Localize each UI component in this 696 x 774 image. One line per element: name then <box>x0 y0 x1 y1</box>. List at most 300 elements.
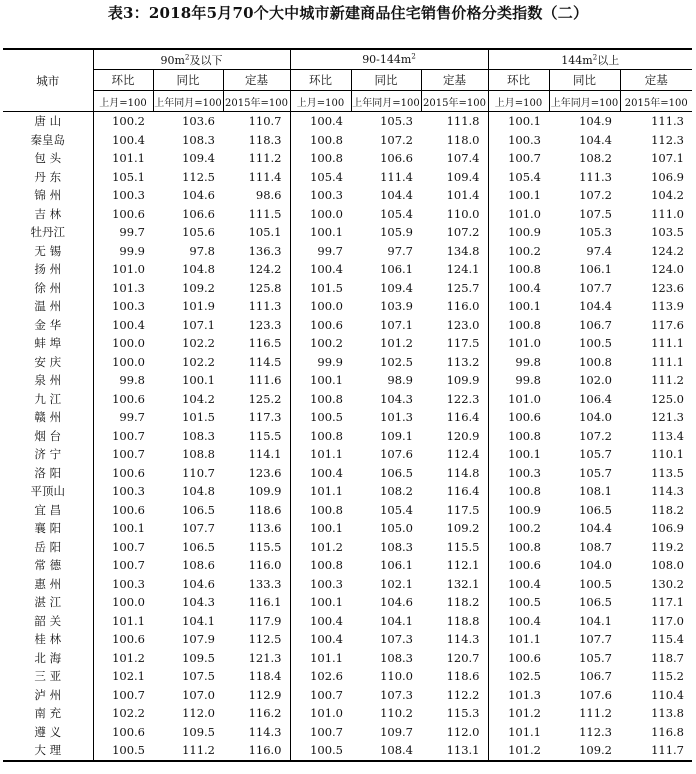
index-cell-base: 122.3 <box>446 391 480 406</box>
index-cell-yoy: 102.0 <box>579 373 612 388</box>
index-cell-yoy: 106.7 <box>579 669 612 684</box>
base-header: 上年同月=100 <box>153 91 223 112</box>
index-cell-mom: 100.3 <box>93 482 153 501</box>
index-cell-yoy: 111.2 <box>579 706 612 721</box>
index-cell-mom: 102.5 <box>488 667 549 686</box>
index-cell-mom: 100.6 <box>488 556 549 575</box>
index-cell-mom: 102.6 <box>290 667 351 686</box>
index-cell-mom: 100.4 <box>290 630 351 649</box>
index-cell-base: 110.7 <box>248 114 282 129</box>
table-row <box>3 519 692 538</box>
base-header: 2015年=100 <box>620 91 692 112</box>
table-row <box>3 556 692 575</box>
index-cell-yoy: 105.4 <box>380 206 413 221</box>
index-cell-mom: 100.2 <box>488 242 549 261</box>
index-cell-base: 111.3 <box>248 299 282 314</box>
index-cell-mom: 105.1 <box>93 168 153 187</box>
index-cell-mom: 100.1 <box>290 519 351 538</box>
index-cell-mom: 100.7 <box>93 445 153 464</box>
index-cell-base: 119.2 <box>651 539 684 554</box>
index-cell-mom: 99.7 <box>290 242 351 261</box>
index-cell-base: 123.6 <box>651 280 684 295</box>
table-row <box>3 186 692 205</box>
index-cell-mom: 100.0 <box>93 353 153 372</box>
index-cell-yoy: 104.8 <box>182 262 215 277</box>
base-header: 2015年=100 <box>421 91 488 112</box>
index-cell-yoy: 107.6 <box>579 687 612 702</box>
index-cell-base: 132.1 <box>446 576 480 591</box>
table-row <box>3 723 692 742</box>
index-cell-base: 118.4 <box>248 669 282 684</box>
index-cell-base: 117.0 <box>651 613 684 628</box>
index-cell-base: 123.3 <box>248 317 282 332</box>
index-cell-base: 117.9 <box>248 613 282 628</box>
index-cell-base: 118.7 <box>651 650 684 665</box>
index-cell-yoy: 107.6 <box>380 447 413 462</box>
city-column-header: 城市 <box>3 49 93 112</box>
city-name-cell: 南 充 <box>34 706 62 721</box>
index-cell-mom: 99.9 <box>290 353 351 372</box>
table-row <box>3 575 692 594</box>
index-cell-yoy: 107.5 <box>579 206 612 221</box>
index-cell-mom: 100.2 <box>290 334 351 353</box>
index-cell-yoy: 107.3 <box>380 632 413 647</box>
index-cell-base: 116.4 <box>446 484 480 499</box>
metric-header: 定基 <box>421 70 488 91</box>
index-cell-base: 125.7 <box>446 280 480 295</box>
index-cell-base: 109.2 <box>446 521 480 536</box>
index-cell-base: 113.6 <box>248 521 282 536</box>
table-body <box>3 112 692 761</box>
index-cell-yoy: 108.6 <box>182 558 215 573</box>
index-cell-mom: 100.3 <box>488 131 549 150</box>
index-cell-mom: 100.6 <box>93 390 153 409</box>
index-cell-mom: 100.1 <box>488 186 549 205</box>
index-cell-mom: 100.6 <box>93 501 153 520</box>
index-cell-yoy: 108.3 <box>182 132 215 147</box>
group-header-under-90: $90m^2$及以下 <box>93 49 290 70</box>
index-cell-mom: 100.6 <box>488 408 549 427</box>
metric-header: 环比 <box>488 70 549 91</box>
index-cell-mom: 101.1 <box>290 649 351 668</box>
index-cell-base: 123.0 <box>446 317 480 332</box>
index-cell-mom: 101.1 <box>488 723 549 742</box>
table-row <box>3 112 692 131</box>
index-cell-base: 107.2 <box>446 225 480 240</box>
index-cell-mom: 100.8 <box>488 427 549 446</box>
index-cell-yoy: 106.1 <box>380 262 413 277</box>
city-name-cell: 安 庆 <box>34 354 62 369</box>
index-cell-base: 114.3 <box>248 724 282 739</box>
index-cell-mom: 100.3 <box>290 575 351 594</box>
index-cell-mom: 101.2 <box>93 649 153 668</box>
index-cell-yoy: 109.5 <box>182 650 215 665</box>
index-cell-yoy: 104.4 <box>579 299 612 314</box>
index-cell-yoy: 107.7 <box>579 632 612 647</box>
index-cell-base: 116.0 <box>446 299 480 314</box>
city-name-cell: 遵 义 <box>34 724 62 739</box>
city-name-cell: 秦皇岛 <box>30 132 65 147</box>
index-cell-mom: 100.1 <box>488 112 549 131</box>
index-cell-mom: 100.0 <box>93 334 153 353</box>
index-cell-yoy: 108.2 <box>579 151 612 166</box>
index-cell-yoy: 97.4 <box>586 243 612 258</box>
table-row <box>3 316 692 335</box>
metric-header: 环比 <box>290 70 351 91</box>
index-cell-yoy: 108.3 <box>182 428 215 443</box>
index-cell-mom: 101.0 <box>488 334 549 353</box>
table-row <box>3 353 692 372</box>
index-cell-base: 124.2 <box>248 262 282 277</box>
index-cell-yoy: 107.7 <box>182 521 215 536</box>
city-name-cell: 襄 阳 <box>34 521 62 536</box>
index-cell-base: 110.4 <box>651 687 684 702</box>
table-row <box>3 149 692 168</box>
table-row <box>3 686 692 705</box>
index-cell-yoy: 111.2 <box>182 743 215 758</box>
index-cell-base: 136.3 <box>248 243 282 258</box>
base-header: 2015年=100 <box>223 91 290 112</box>
index-cell-yoy: 104.0 <box>579 558 612 573</box>
index-cell-yoy: 107.2 <box>579 188 612 203</box>
index-cell-base: 116.2 <box>248 706 282 721</box>
metric-header: 定基 <box>620 70 692 91</box>
index-cell-base: 111.0 <box>651 206 684 221</box>
index-cell-base: 111.2 <box>651 373 684 388</box>
city-name-cell: 宜 昌 <box>34 502 62 517</box>
index-cell-mom: 101.2 <box>290 538 351 557</box>
index-cell-base: 116.5 <box>248 336 282 351</box>
index-cell-mom: 100.2 <box>488 519 549 538</box>
city-name-cell: 大 理 <box>34 743 62 758</box>
city-name-cell: 赣 州 <box>34 410 62 425</box>
index-cell-mom: 100.7 <box>93 427 153 446</box>
index-cell-mom: 100.3 <box>290 186 351 205</box>
index-cell-yoy: 104.4 <box>380 188 413 203</box>
index-cell-base: 112.5 <box>248 632 282 647</box>
index-cell-yoy: 104.6 <box>182 188 215 203</box>
index-cell-base: 116.0 <box>248 743 282 758</box>
index-cell-yoy: 106.1 <box>579 262 612 277</box>
city-name-cell: 牡丹江 <box>30 225 65 240</box>
index-cell-yoy: 111.4 <box>380 169 413 184</box>
index-cell-base: 117.5 <box>446 502 480 517</box>
index-cell-mom: 100.8 <box>488 260 549 279</box>
index-cell-yoy: 107.3 <box>380 687 413 702</box>
index-cell-base: 113.1 <box>446 743 480 758</box>
index-cell-mom: 100.0 <box>290 205 351 224</box>
index-cell-mom: 100.5 <box>488 593 549 612</box>
group-header-over-144: $144m^2$以上 <box>488 49 692 70</box>
index-cell-yoy: 104.6 <box>182 576 215 591</box>
index-cell-mom: 105.4 <box>488 168 549 187</box>
index-cell-mom: 100.8 <box>290 131 351 150</box>
index-cell-base: 118.2 <box>651 502 684 517</box>
table-row <box>3 279 692 298</box>
index-cell-mom: 100.8 <box>488 482 549 501</box>
index-cell-base: 111.4 <box>248 169 282 184</box>
index-cell-yoy: 112.5 <box>182 169 215 184</box>
table-row <box>3 464 692 483</box>
city-name-cell: 岳 阳 <box>34 539 62 554</box>
index-cell-base: 111.5 <box>248 206 282 221</box>
table-row <box>3 630 692 649</box>
index-cell-yoy: 108.2 <box>380 484 413 499</box>
index-cell-base: 116.4 <box>446 410 480 425</box>
index-cell-yoy: 109.5 <box>182 724 215 739</box>
index-cell-yoy: 106.5 <box>579 595 612 610</box>
index-cell-mom: 101.0 <box>93 260 153 279</box>
index-cell-base: 112.0 <box>446 724 480 739</box>
index-cell-mom: 100.9 <box>488 223 549 242</box>
index-cell-base: 109.9 <box>446 373 480 388</box>
index-cell-base: 115.5 <box>446 539 480 554</box>
index-cell-base: 113.2 <box>446 354 480 369</box>
index-cell-mom: 100.1 <box>93 519 153 538</box>
table-row <box>3 538 692 557</box>
index-cell-base: 125.2 <box>248 391 282 406</box>
index-cell-yoy: 97.7 <box>387 243 413 258</box>
index-cell-mom: 100.1 <box>290 371 351 390</box>
index-cell-base: 114.3 <box>446 632 480 647</box>
index-cell-mom: 100.6 <box>290 316 351 335</box>
index-cell-yoy: 103.9 <box>380 299 413 314</box>
table-row <box>3 667 692 686</box>
index-cell-yoy: 102.2 <box>182 354 215 369</box>
index-cell-mom: 100.1 <box>290 593 351 612</box>
group-header-90-144: $90-144m^2$ <box>290 49 488 70</box>
index-cell-yoy: 109.2 <box>579 743 612 758</box>
index-cell-base: 111.1 <box>651 336 684 351</box>
index-cell-yoy: 107.1 <box>182 317 215 332</box>
index-cell-mom: 101.2 <box>488 704 549 723</box>
index-cell-yoy: 110.7 <box>182 465 215 480</box>
index-cell-base: 98.6 <box>255 188 282 203</box>
index-cell-yoy: 103.6 <box>182 114 215 129</box>
index-cell-yoy: 107.2 <box>579 428 612 443</box>
index-cell-base: 111.3 <box>651 114 684 129</box>
index-cell-mom: 100.4 <box>93 131 153 150</box>
index-cell-mom: 101.1 <box>93 612 153 631</box>
city-name-cell: 蚌 埠 <box>34 336 62 351</box>
index-cell-base: 117.6 <box>651 317 684 332</box>
index-cell-mom: 100.7 <box>93 686 153 705</box>
index-cell-mom: 100.3 <box>93 186 153 205</box>
index-cell-mom: 101.0 <box>488 390 549 409</box>
city-name-cell: 温 州 <box>34 299 62 314</box>
index-cell-base: 130.2 <box>651 576 684 591</box>
index-cell-mom: 100.8 <box>290 427 351 446</box>
index-cell-base: 109.4 <box>446 169 480 184</box>
index-cell-mom: 101.5 <box>290 279 351 298</box>
table-row <box>3 371 692 390</box>
index-cell-yoy: 107.7 <box>579 280 612 295</box>
index-cell-yoy: 102.2 <box>182 336 215 351</box>
index-cell-mom: 101.3 <box>488 686 549 705</box>
index-cell-mom: 100.8 <box>488 316 549 335</box>
index-cell-yoy: 108.7 <box>579 539 612 554</box>
city-name-cell: 韶 关 <box>34 613 62 628</box>
index-cell-base: 125.8 <box>248 280 282 295</box>
index-cell-mom: 100.7 <box>93 556 153 575</box>
index-cell-base: 115.5 <box>248 539 282 554</box>
index-cell-yoy: 101.3 <box>380 410 413 425</box>
index-cell-mom: 101.2 <box>488 741 549 761</box>
table-header <box>3 49 692 112</box>
index-cell-base: 104.2 <box>651 188 684 203</box>
index-cell-base: 111.6 <box>248 373 282 388</box>
table-row <box>3 482 692 501</box>
index-cell-yoy: 104.1 <box>380 613 413 628</box>
index-cell-base: 111.8 <box>446 114 480 129</box>
index-cell-yoy: 112.0 <box>182 706 215 721</box>
city-name-cell: 湛 江 <box>34 595 62 610</box>
index-cell-base: 113.8 <box>651 706 684 721</box>
index-cell-base: 118.8 <box>446 613 480 628</box>
city-name-cell: 无 锡 <box>34 243 62 258</box>
index-cell-yoy: 100.5 <box>579 576 612 591</box>
table-row <box>3 593 692 612</box>
index-cell-mom: 99.8 <box>93 371 153 390</box>
index-cell-yoy: 106.1 <box>380 558 413 573</box>
city-name-cell: 唐 山 <box>34 114 62 129</box>
index-cell-mom: 100.6 <box>93 464 153 483</box>
index-cell-yoy: 100.8 <box>579 354 612 369</box>
index-cell-yoy: 108.4 <box>380 743 413 758</box>
index-cell-yoy: 102.1 <box>380 576 413 591</box>
index-cell-yoy: 109.7 <box>380 724 413 739</box>
index-cell-mom: 100.6 <box>93 723 153 742</box>
city-name-cell: 扬 州 <box>34 262 62 277</box>
index-cell-base: 106.9 <box>651 521 684 536</box>
index-cell-mom: 100.0 <box>93 593 153 612</box>
index-cell-yoy: 105.4 <box>380 502 413 517</box>
index-cell-mom: 100.3 <box>93 297 153 316</box>
city-name-cell: 桂 林 <box>34 632 62 647</box>
index-cell-yoy: 104.8 <box>182 484 215 499</box>
index-cell-mom: 100.7 <box>93 538 153 557</box>
table-row <box>3 390 692 409</box>
index-cell-base: 103.5 <box>651 225 684 240</box>
index-cell-yoy: 101.2 <box>380 336 413 351</box>
city-name-cell: 三 亚 <box>34 669 62 684</box>
index-cell-yoy: 107.2 <box>380 132 413 147</box>
index-cell-base: 107.4 <box>446 151 480 166</box>
table-row <box>3 704 692 723</box>
index-cell-base: 113.4 <box>651 428 684 443</box>
index-cell-base: 117.1 <box>651 595 684 610</box>
index-cell-yoy: 112.3 <box>579 724 612 739</box>
base-header: 上年同月=100 <box>351 91 421 112</box>
index-cell-yoy: 104.4 <box>579 132 612 147</box>
city-name-cell: 平顶山 <box>30 484 65 499</box>
index-cell-yoy: 107.0 <box>182 687 215 702</box>
index-cell-base: 121.3 <box>248 650 282 665</box>
index-cell-mom: 100.8 <box>290 390 351 409</box>
index-cell-yoy: 110.0 <box>380 669 413 684</box>
index-cell-mom: 100.4 <box>488 575 549 594</box>
city-name-cell: 包 头 <box>34 151 62 166</box>
index-cell-base: 114.8 <box>446 465 480 480</box>
index-cell-yoy: 105.3 <box>579 225 612 240</box>
index-cell-base: 111.1 <box>651 354 684 369</box>
index-cell-mom: 100.2 <box>93 112 153 131</box>
index-cell-mom: 100.4 <box>93 316 153 335</box>
index-cell-mom: 99.7 <box>93 223 153 242</box>
index-cell-yoy: 109.2 <box>182 280 215 295</box>
index-cell-base: 108.0 <box>651 558 684 573</box>
index-cell-mom: 100.1 <box>488 445 549 464</box>
index-cell-mom: 99.9 <box>93 242 153 261</box>
city-name-cell: 惠 州 <box>34 576 62 591</box>
index-cell-mom: 100.9 <box>488 501 549 520</box>
index-cell-yoy: 105.0 <box>380 521 413 536</box>
index-cell-yoy: 98.9 <box>387 373 413 388</box>
index-cell-yoy: 111.3 <box>579 169 612 184</box>
city-name-cell: 泉 州 <box>34 373 62 388</box>
index-cell-mom: 101.1 <box>290 445 351 464</box>
index-cell-base: 118.6 <box>248 502 282 517</box>
index-cell-base: 109.9 <box>248 484 282 499</box>
metric-header: 同比 <box>153 70 223 91</box>
index-cell-base: 120.9 <box>446 428 480 443</box>
index-cell-base: 117.5 <box>446 336 480 351</box>
index-cell-base: 114.5 <box>248 354 282 369</box>
index-cell-base: 112.1 <box>446 558 480 573</box>
index-cell-yoy: 106.7 <box>579 317 612 332</box>
index-cell-yoy: 104.1 <box>182 613 215 628</box>
city-name-cell: 吉 林 <box>34 206 62 221</box>
index-cell-mom: 100.4 <box>290 464 351 483</box>
index-cell-yoy: 109.4 <box>182 151 215 166</box>
index-cell-base: 111.2 <box>248 151 282 166</box>
index-cell-yoy: 104.3 <box>380 391 413 406</box>
index-cell-yoy: 105.9 <box>380 225 413 240</box>
index-cell-base: 123.6 <box>248 465 282 480</box>
index-cell-yoy: 106.4 <box>579 391 612 406</box>
index-cell-mom: 100.5 <box>290 408 351 427</box>
index-cell-yoy: 104.1 <box>579 613 612 628</box>
index-cell-base: 133.3 <box>248 576 282 591</box>
index-cell-mom: 99.8 <box>488 371 549 390</box>
index-cell-mom: 100.4 <box>290 112 351 131</box>
index-cell-yoy: 104.0 <box>579 410 612 425</box>
index-cell-base: 115.4 <box>651 632 684 647</box>
table-row <box>3 260 692 279</box>
index-cell-base: 116.8 <box>651 724 684 739</box>
table-row <box>3 741 692 761</box>
index-cell-yoy: 109.4 <box>380 280 413 295</box>
base-header: 上年同月=100 <box>549 91 620 112</box>
index-cell-base: 112.9 <box>248 687 282 702</box>
index-cell-yoy: 101.9 <box>182 299 215 314</box>
table-row <box>3 501 692 520</box>
index-cell-mom: 101.1 <box>290 482 351 501</box>
table-row <box>3 612 692 631</box>
index-cell-yoy: 107.1 <box>380 317 413 332</box>
index-cell-yoy: 109.1 <box>380 428 413 443</box>
index-cell-yoy: 106.5 <box>380 465 413 480</box>
index-cell-mom: 105.4 <box>290 168 351 187</box>
index-cell-yoy: 108.1 <box>579 484 612 499</box>
index-cell-mom: 101.0 <box>290 704 351 723</box>
index-cell-yoy: 105.7 <box>579 465 612 480</box>
table-row <box>3 427 692 446</box>
index-cell-base: 120.7 <box>446 650 480 665</box>
index-cell-base: 121.3 <box>651 410 684 425</box>
index-cell-mom: 100.8 <box>488 538 549 557</box>
index-cell-base: 113.9 <box>651 299 684 314</box>
